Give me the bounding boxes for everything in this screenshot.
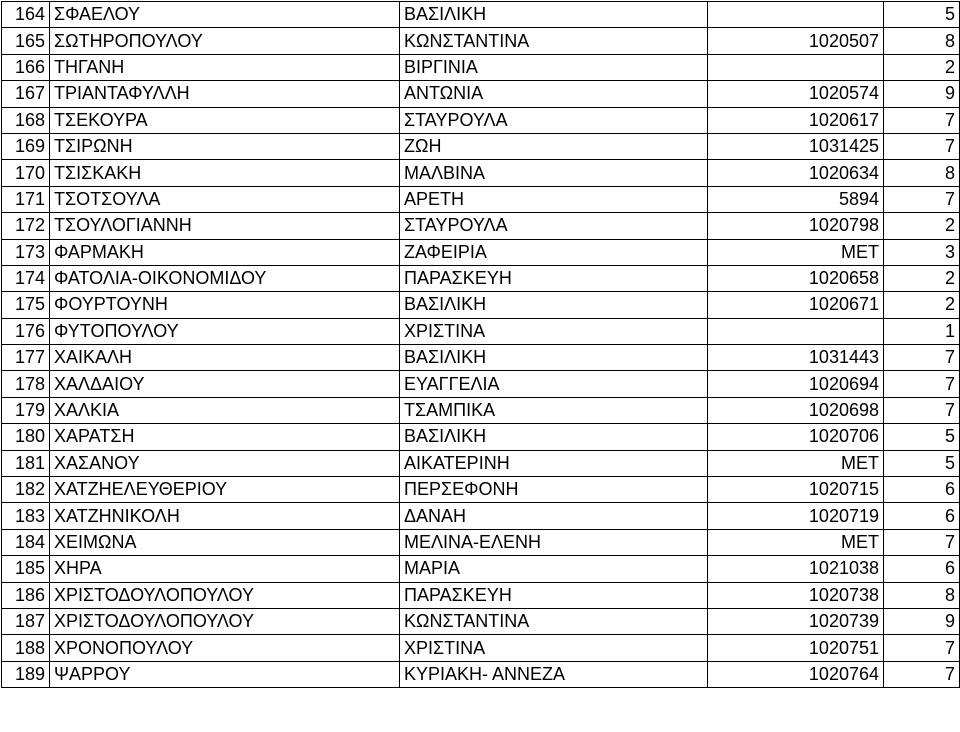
table-row — [2, 397, 960, 423]
first-name-cell: ΧΡΙΣΤΙΝΑ — [400, 318, 708, 344]
code-cell: 1020698 — [708, 397, 884, 423]
surname-cell: ΣΩΤΗΡΟΠΟΥΛΟΥ — [50, 28, 400, 54]
table-row — [2, 28, 960, 54]
row-number-cell: 182 — [2, 477, 50, 503]
score-cell: 2 — [884, 292, 960, 318]
code-cell: ΜΕΤ — [708, 529, 884, 555]
results-table — [1, 1, 960, 688]
row-number-cell: 184 — [2, 529, 50, 555]
table-row — [2, 133, 960, 159]
first-name-cell: ΠΑΡΑΣΚΕΥΗ — [400, 582, 708, 608]
surname-cell: ΦΟΥΡΤΟΥΝΗ — [50, 292, 400, 318]
row-number-cell: 166 — [2, 54, 50, 80]
row-number-cell: 167 — [2, 81, 50, 107]
row-number-cell: 164 — [2, 2, 50, 28]
code-cell: ΜΕΤ — [708, 450, 884, 476]
row-number-cell: 188 — [2, 635, 50, 661]
code-cell: 1020671 — [708, 292, 884, 318]
surname-cell: ΧΑΤΖΗΕΛΕΥΘΕΡΙΟΥ — [50, 477, 400, 503]
score-cell: 6 — [884, 503, 960, 529]
row-number-cell: 177 — [2, 345, 50, 371]
surname-cell: ΤΣΟΤΣΟΥΛΑ — [50, 186, 400, 212]
surname-cell: ΤΗΓΑΝΗ — [50, 54, 400, 80]
code-cell: 1020574 — [708, 81, 884, 107]
first-name-cell: ΠΕΡΣΕΦΟΝΗ — [400, 477, 708, 503]
first-name-cell: ΣΤΑΥΡΟΥΛΑ — [400, 213, 708, 239]
score-cell: 7 — [884, 186, 960, 212]
row-number-cell: 172 — [2, 213, 50, 239]
table-row — [2, 160, 960, 186]
table-row — [2, 661, 960, 687]
table-row — [2, 239, 960, 265]
first-name-cell: ΕΥΑΓΓΕΛΙΑ — [400, 371, 708, 397]
row-number-cell: 183 — [2, 503, 50, 529]
score-cell: 7 — [884, 397, 960, 423]
row-number-cell: 187 — [2, 608, 50, 634]
table-row — [2, 292, 960, 318]
score-cell: 7 — [884, 371, 960, 397]
code-cell: 1020617 — [708, 107, 884, 133]
row-number-cell: 180 — [2, 424, 50, 450]
score-cell: 1 — [884, 318, 960, 344]
first-name-cell: ΜΑΡΙΑ — [400, 556, 708, 582]
first-name-cell: ΜΕΛΙΝΑ-ΕΛΕΝΗ — [400, 529, 708, 555]
first-name-cell: ΤΣΑΜΠΙΚΑ — [400, 397, 708, 423]
first-name-cell: ΔΑΝΑΗ — [400, 503, 708, 529]
code-cell: 1020719 — [708, 503, 884, 529]
code-cell — [708, 54, 884, 80]
table-row — [2, 477, 960, 503]
code-cell: 1020715 — [708, 477, 884, 503]
first-name-cell: ΚΩΝΣΤΑΝΤΙΝΑ — [400, 28, 708, 54]
code-cell — [708, 2, 884, 28]
code-cell: 1020658 — [708, 265, 884, 291]
code-cell — [708, 318, 884, 344]
first-name-cell: ΧΡΙΣΤΙΝΑ — [400, 635, 708, 661]
score-cell: 3 — [884, 239, 960, 265]
score-cell: 5 — [884, 424, 960, 450]
first-name-cell: ΒΑΣΙΛΙΚΗ — [400, 345, 708, 371]
first-name-cell: ΣΤΑΥΡΟΥΛΑ — [400, 107, 708, 133]
score-cell: 9 — [884, 608, 960, 634]
table-row — [2, 318, 960, 344]
row-number-cell: 189 — [2, 661, 50, 687]
score-cell: 6 — [884, 477, 960, 503]
row-number-cell: 174 — [2, 265, 50, 291]
first-name-cell: ΒΑΣΙΛΙΚΗ — [400, 2, 708, 28]
table-row — [2, 213, 960, 239]
code-cell: 1020634 — [708, 160, 884, 186]
row-number-cell: 171 — [2, 186, 50, 212]
first-name-cell: ΒΑΣΙΛΙΚΗ — [400, 424, 708, 450]
score-cell: 7 — [884, 345, 960, 371]
table-row — [2, 608, 960, 634]
first-name-cell: ΑΡΕΤΗ — [400, 186, 708, 212]
score-cell: 9 — [884, 81, 960, 107]
table-row — [2, 635, 960, 661]
table-row — [2, 54, 960, 80]
table-row — [2, 582, 960, 608]
table-row — [2, 265, 960, 291]
surname-cell: ΧΑΣΑΝΟΥ — [50, 450, 400, 476]
row-number-cell: 185 — [2, 556, 50, 582]
row-number-cell: 186 — [2, 582, 50, 608]
row-number-cell: 169 — [2, 133, 50, 159]
table-row — [2, 556, 960, 582]
first-name-cell: ΚΩΝΣΤΑΝΤΙΝΑ — [400, 608, 708, 634]
score-cell: 5 — [884, 450, 960, 476]
table-row — [2, 81, 960, 107]
surname-cell: ΧΑΡΑΤΣΗ — [50, 424, 400, 450]
row-number-cell: 178 — [2, 371, 50, 397]
surname-cell: ΧΑΙΚΑΛΗ — [50, 345, 400, 371]
score-cell: 8 — [884, 582, 960, 608]
score-cell: 2 — [884, 265, 960, 291]
code-cell: 1020706 — [708, 424, 884, 450]
score-cell: 6 — [884, 556, 960, 582]
first-name-cell: ΚΥΡΙΑΚΗ- ΑΝΝΕΖΑ — [400, 661, 708, 687]
first-name-cell: ΑΙΚΑΤΕΡΙΝΗ — [400, 450, 708, 476]
surname-cell: ΧΑΛΔΑΙΟΥ — [50, 371, 400, 397]
code-cell: 5894 — [708, 186, 884, 212]
code-cell: ΜΕΤ — [708, 239, 884, 265]
surname-cell: ΣΦΑΕΛΟΥ — [50, 2, 400, 28]
table-row — [2, 371, 960, 397]
table-row — [2, 529, 960, 555]
table-row — [2, 450, 960, 476]
surname-cell: ΦΑΡΜΑΚΗ — [50, 239, 400, 265]
first-name-cell: ΑΝΤΩΝΙΑ — [400, 81, 708, 107]
code-cell: 1020694 — [708, 371, 884, 397]
score-cell: 2 — [884, 213, 960, 239]
score-cell: 7 — [884, 661, 960, 687]
row-number-cell: 179 — [2, 397, 50, 423]
code-cell: 1021038 — [708, 556, 884, 582]
surname-cell: ΦΥΤΟΠΟΥΛΟΥ — [50, 318, 400, 344]
code-cell: 1020798 — [708, 213, 884, 239]
row-number-cell: 175 — [2, 292, 50, 318]
table-row — [2, 345, 960, 371]
first-name-cell: ΒΙΡΓΙΝΙΑ — [400, 54, 708, 80]
score-cell: 8 — [884, 160, 960, 186]
row-number-cell: 168 — [2, 107, 50, 133]
table-body — [2, 2, 960, 688]
code-cell: 1020739 — [708, 608, 884, 634]
table-row — [2, 424, 960, 450]
row-number-cell: 170 — [2, 160, 50, 186]
score-cell: 8 — [884, 28, 960, 54]
score-cell: 7 — [884, 133, 960, 159]
row-number-cell: 165 — [2, 28, 50, 54]
row-number-cell: 173 — [2, 239, 50, 265]
code-cell: 1031443 — [708, 345, 884, 371]
surname-cell: ΧΡΟΝΟΠΟΥΛΟΥ — [50, 635, 400, 661]
first-name-cell: ΠΑΡΑΣΚΕΥΗ — [400, 265, 708, 291]
score-cell: 7 — [884, 107, 960, 133]
code-cell: 1020738 — [708, 582, 884, 608]
row-number-cell: 181 — [2, 450, 50, 476]
code-cell: 1020507 — [708, 28, 884, 54]
first-name-cell: ΜΑΛΒΙΝΑ — [400, 160, 708, 186]
score-cell: 2 — [884, 54, 960, 80]
surname-cell: ΧΗΡΑ — [50, 556, 400, 582]
first-name-cell: ΒΑΣΙΛΙΚΗ — [400, 292, 708, 318]
table-row — [2, 107, 960, 133]
table-row — [2, 503, 960, 529]
score-cell: 7 — [884, 635, 960, 661]
code-cell: 1031425 — [708, 133, 884, 159]
surname-cell: ΧΑΛΚΙΑ — [50, 397, 400, 423]
surname-cell: ΤΡΙΑΝΤΑΦΥΛΛΗ — [50, 81, 400, 107]
first-name-cell: ΖΑΦΕΙΡΙΑ — [400, 239, 708, 265]
surname-cell: ΧΑΤΖΗΝΙΚΟΛΗ — [50, 503, 400, 529]
score-cell: 7 — [884, 529, 960, 555]
table-row — [2, 2, 960, 28]
row-number-cell: 176 — [2, 318, 50, 344]
surname-cell: ΧΡΙΣΤΟΔΟΥΛΟΠΟΥΛΟΥ — [50, 608, 400, 634]
surname-cell: ΤΣΙΡΩΝΗ — [50, 133, 400, 159]
first-name-cell: ΖΩΗ — [400, 133, 708, 159]
score-cell: 5 — [884, 2, 960, 28]
code-cell: 1020751 — [708, 635, 884, 661]
surname-cell: ΧΡΙΣΤΟΔΟΥΛΟΠΟΥΛΟΥ — [50, 582, 400, 608]
table-row — [2, 186, 960, 212]
surname-cell: ΦΑΤΟΛΙΑ-ΟΙΚΟΝΟΜΙΔΟΥ — [50, 265, 400, 291]
surname-cell: ΨΑΡΡΟΥ — [50, 661, 400, 687]
surname-cell: ΤΣΙΣΚΑΚΗ — [50, 160, 400, 186]
surname-cell: ΤΣΕΚΟΥΡΑ — [50, 107, 400, 133]
surname-cell: ΤΣΟΥΛΟΓΙΑΝΝΗ — [50, 213, 400, 239]
surname-cell: ΧΕΙΜΩΝΑ — [50, 529, 400, 555]
code-cell: 1020764 — [708, 661, 884, 687]
